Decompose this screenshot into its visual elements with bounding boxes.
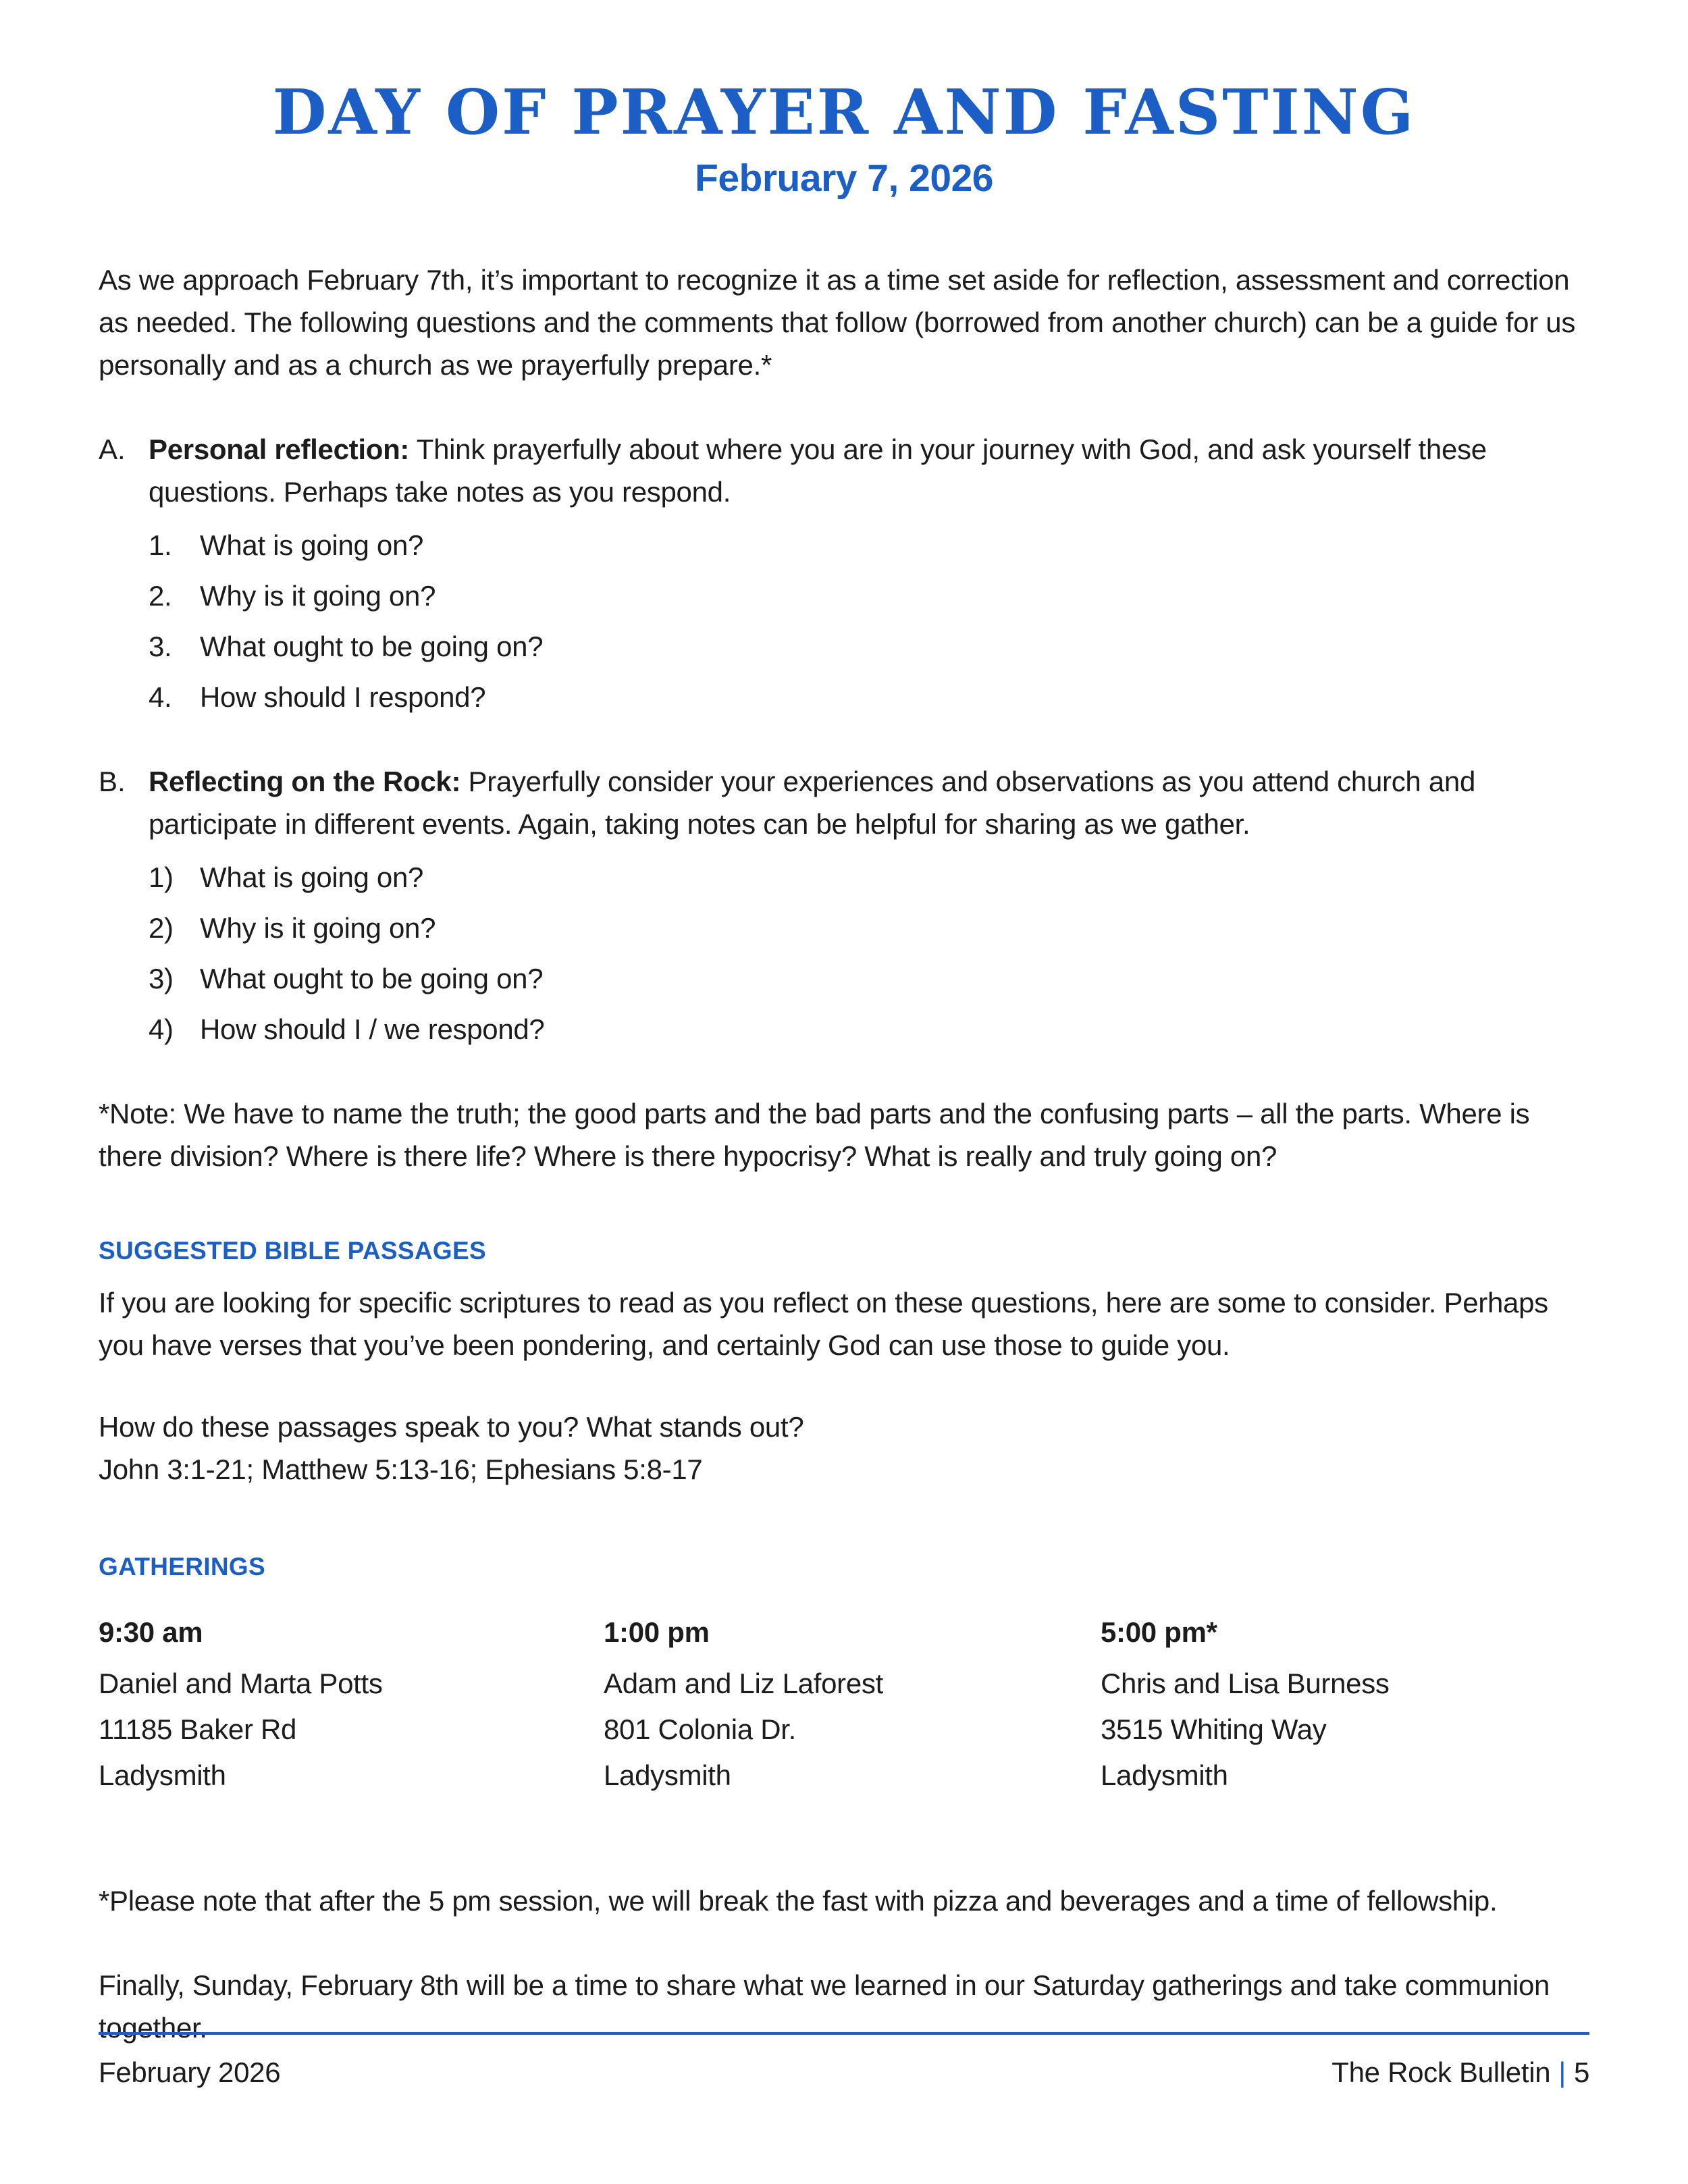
section-b-list (149, 856, 1589, 1050)
footer-row (99, 2056, 1589, 2089)
page-title: DAY OF PRAYER AND FASTING (272, 76, 1416, 149)
list-item (149, 575, 1589, 617)
session-city: Ladysmith (99, 1759, 226, 1791)
section-b-marker: B. (99, 765, 126, 797)
final-note-paragraph: Finally, Sunday, February 8th will be a time to share what we learned in our Saturday gatherings and take communion together. (99, 1969, 1550, 2044)
section-a-lead: Personal reflection: (149, 433, 410, 465)
list-item-marker: 2) (149, 911, 174, 944)
intro-paragraph: As we approach February 7th, it’s important to recognize it as a time set aside for reflection, assessment and correction as needed. The following questions and the comments that follow (borrowed from another church) can be a guide for us personally and as a church as we prayerfully prepare.* (99, 263, 1576, 381)
session-address: 11185 Baker Rd (99, 1713, 297, 1745)
gathering-session (604, 1609, 1101, 1799)
list-item-text: Why is it going on? (200, 911, 436, 944)
list-item (149, 957, 1589, 1000)
bible-intro-paragraph: If you are looking for specific scriptures to read as you reflect on these questions, here are some to consider. Perhaps you have verses that you’ve been pondering, and certainly God can use those to guide you. (99, 1286, 1548, 1361)
page-footer (99, 2032, 1589, 2089)
section-b-lead: Reflecting on the Rock: (149, 765, 461, 797)
session-time: 5:00 pm* (1101, 1616, 1217, 1648)
passages-list: John 3:1-21; Matthew 5:13-16; Ephesians 5:8-17 (99, 1453, 703, 1485)
section-b-content (149, 760, 1589, 1050)
gathering-session (99, 1609, 604, 1799)
list-item-text: What is going on? (200, 529, 424, 561)
note-paragraph: *Note: We have to name the truth; the good parts and the bad parts and the confusing parts – all the parts. Where is there division? Where is there life? Where is there hypocrisy? What is really and truly going on? (99, 1097, 1530, 1172)
list-item-marker: 4. (149, 681, 172, 713)
section-b (99, 760, 1589, 1050)
list-item (149, 856, 1589, 899)
section-a-list (149, 524, 1589, 718)
session-address: 801 Colonia Dr. (604, 1713, 797, 1745)
session-city: Ladysmith (1101, 1759, 1228, 1791)
section-a (99, 428, 1589, 718)
session-hosts: Adam and Liz Laforest (604, 1667, 883, 1699)
passages-question: How do these passages speak to you? What stands out? (99, 1410, 804, 1443)
section-a-body: Think prayerfully about where you are in your journey with God, and ask yourself these questions. Perhaps take notes as you respond. (149, 433, 1487, 508)
session-time: 1:00 pm (604, 1616, 710, 1648)
section-a-marker: A. (99, 433, 126, 465)
gatherings-columns (99, 1609, 1589, 1799)
list-item-text: How should I / we respond? (200, 1013, 545, 1045)
session-hosts: Daniel and Marta Potts (99, 1667, 383, 1699)
list-item (149, 907, 1589, 949)
section-b-body: Prayerfully consider your experiences and observations as you attend church and participate in different events. Again, taking notes can be helpful for sharing as we gather. (149, 765, 1476, 840)
section-a-content (149, 428, 1589, 718)
footer-publication-name: The Rock Bulletin (1331, 2056, 1551, 2088)
list-item-text: What ought to be going on? (200, 962, 544, 994)
list-item-marker: 2. (149, 579, 172, 612)
session-time: 9:30 am (99, 1616, 203, 1648)
list-item-text: How should I respond? (200, 681, 486, 713)
page-date: February 7, 2026 (695, 156, 993, 200)
list-item (149, 524, 1589, 566)
list-item-text: What is going on? (200, 861, 424, 893)
list-item-text: What ought to be going on? (200, 630, 544, 662)
list-item-marker: 3. (149, 630, 172, 662)
footer-date: February 2026 (99, 2056, 281, 2088)
section-a-paragraph (149, 428, 1589, 513)
session-hosts: Chris and Lisa Burness (1101, 1667, 1390, 1699)
list-item (149, 1008, 1589, 1050)
list-item-text: Why is it going on? (200, 579, 436, 612)
list-item-marker: 1. (149, 529, 172, 561)
list-item (149, 625, 1589, 668)
list-item-marker: 1) (149, 861, 174, 893)
bible-passages-heading: SUGGESTED BIBLE PASSAGES (99, 1236, 486, 1264)
footer-page-number: 5 (1573, 2056, 1589, 2088)
pizza-note-paragraph: *Please note that after the 5 pm session, we will break the fast with pizza and beverages and a time of fellowship. (99, 1884, 1498, 1917)
list-item-marker: 4) (149, 1013, 174, 1045)
session-address: 3515 Whiting Way (1101, 1713, 1327, 1745)
gathering-session (1101, 1609, 1589, 1799)
list-item-marker: 3) (149, 962, 174, 994)
footer-publication (1331, 2056, 1589, 2089)
passages-block (99, 1406, 1589, 1491)
footer-divider (99, 2032, 1589, 2035)
session-city: Ladysmith (604, 1759, 731, 1791)
section-b-paragraph (149, 760, 1589, 845)
list-item (149, 676, 1589, 718)
gatherings-heading: GATHERINGS (99, 1552, 265, 1580)
footer-separator: | (1558, 2056, 1566, 2088)
